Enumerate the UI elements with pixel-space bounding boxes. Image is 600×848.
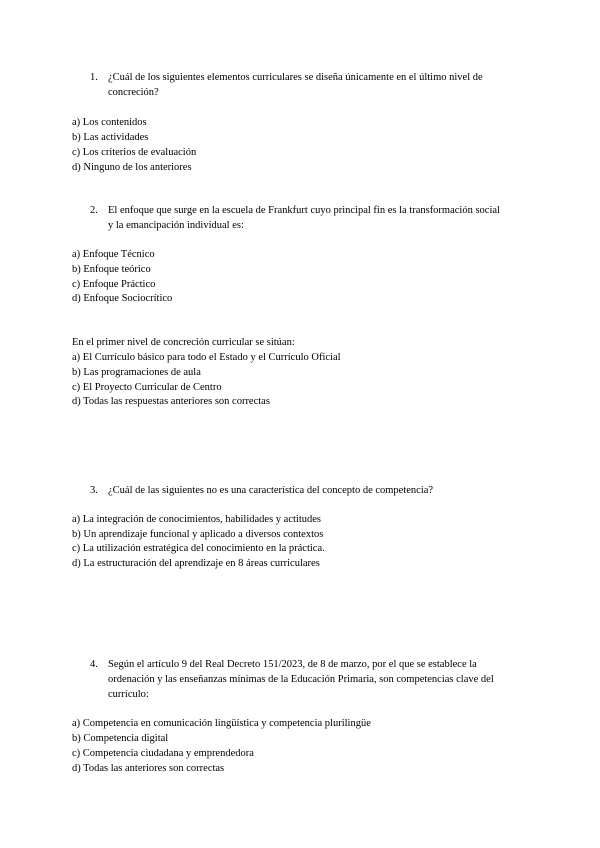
- question-2-line-1: El enfoque que surge en la escuela de Frankfurt cuyo principal fin es la transformación social: [108, 205, 500, 216]
- question-1-line-2: concreción?: [108, 87, 159, 98]
- question-1-number: 1.: [90, 72, 98, 83]
- question-4-option-b: b) Competencia digital: [72, 733, 169, 744]
- question-3-number: 3.: [90, 485, 98, 496]
- question-unnumbered-option-b: b) Las programaciones de aula: [72, 367, 201, 378]
- question-unnumbered-text: En el primer nivel de concreción curricular se sitúan:: [72, 337, 295, 348]
- question-4-line-1: Según el artículo 9 del Real Decreto 151/2023, de 8 de marzo, por el que se establece la: [108, 659, 477, 670]
- question-2-option-a: a) Enfoque Técnico: [72, 249, 155, 260]
- question-4-option-d: d) Todas las anteriores son correctas: [72, 763, 225, 774]
- question-1-option-b: b) Las actividades: [72, 132, 149, 143]
- question-3-line-1: ¿Cuál de las siguientes no es una característica del concepto de competencia?: [108, 485, 434, 496]
- question-3-text: [108, 483, 508, 498]
- question-4-line-2: ordenación y las enseñanzas mínimas de la Educación Primaria, son competencias clave del: [108, 674, 494, 685]
- question-3-option-a: a) La integración de conocimientos, habilidades y actitudes: [72, 514, 321, 525]
- question-2-number: 2.: [90, 205, 98, 216]
- question-1-line-1: ¿Cuál de los siguientes elementos curriculares se diseña únicamente en el último nivel de: [108, 72, 483, 83]
- question-3-option-b: b) Un aprendizaje funcional y aplicado a diversos contextos: [72, 529, 324, 540]
- question-unnumbered-option-a: a) El Currículo básico para todo el Estado y el Currículo Oficial: [72, 352, 341, 363]
- question-4-number: 4.: [90, 659, 98, 670]
- question-4-option-a: a) Competencia en comunicación lingüística y competencia plurilingüe: [72, 718, 371, 729]
- question-3-option-c: c) La utilización estratégica del conocimiento en la práctica.: [72, 543, 325, 554]
- question-unnumbered-option-d: d) Todas las respuestas anteriores son correctas: [72, 396, 270, 407]
- question-2-line-2: y la emancipación individual es:: [108, 220, 244, 231]
- question-2-text: [108, 203, 508, 233]
- question-1-option-d: d) Ninguno de los anteriores: [72, 162, 192, 173]
- question-1-option-a: a) Los contenidos: [72, 117, 147, 128]
- question-1-text: [108, 70, 508, 100]
- question-4-line-3: currículo:: [108, 689, 149, 700]
- question-4-text: [108, 657, 508, 702]
- question-4-option-c: c) Competencia ciudadana y emprendedora: [72, 748, 254, 759]
- question-unnumbered-option-c: c) El Proyecto Curricular de Centro: [72, 382, 222, 393]
- question-3-option-d: d) La estructuración del aprendizaje en 8 áreas curriculares: [72, 558, 320, 569]
- question-2-option-b: b) Enfoque teórico: [72, 264, 151, 275]
- question-2-option-d: d) Enfoque Sociocrítico: [72, 293, 173, 304]
- question-1-option-c: c) Los criterios de evaluación: [72, 147, 197, 158]
- question-2-option-c: c) Enfoque Práctico: [72, 279, 156, 290]
